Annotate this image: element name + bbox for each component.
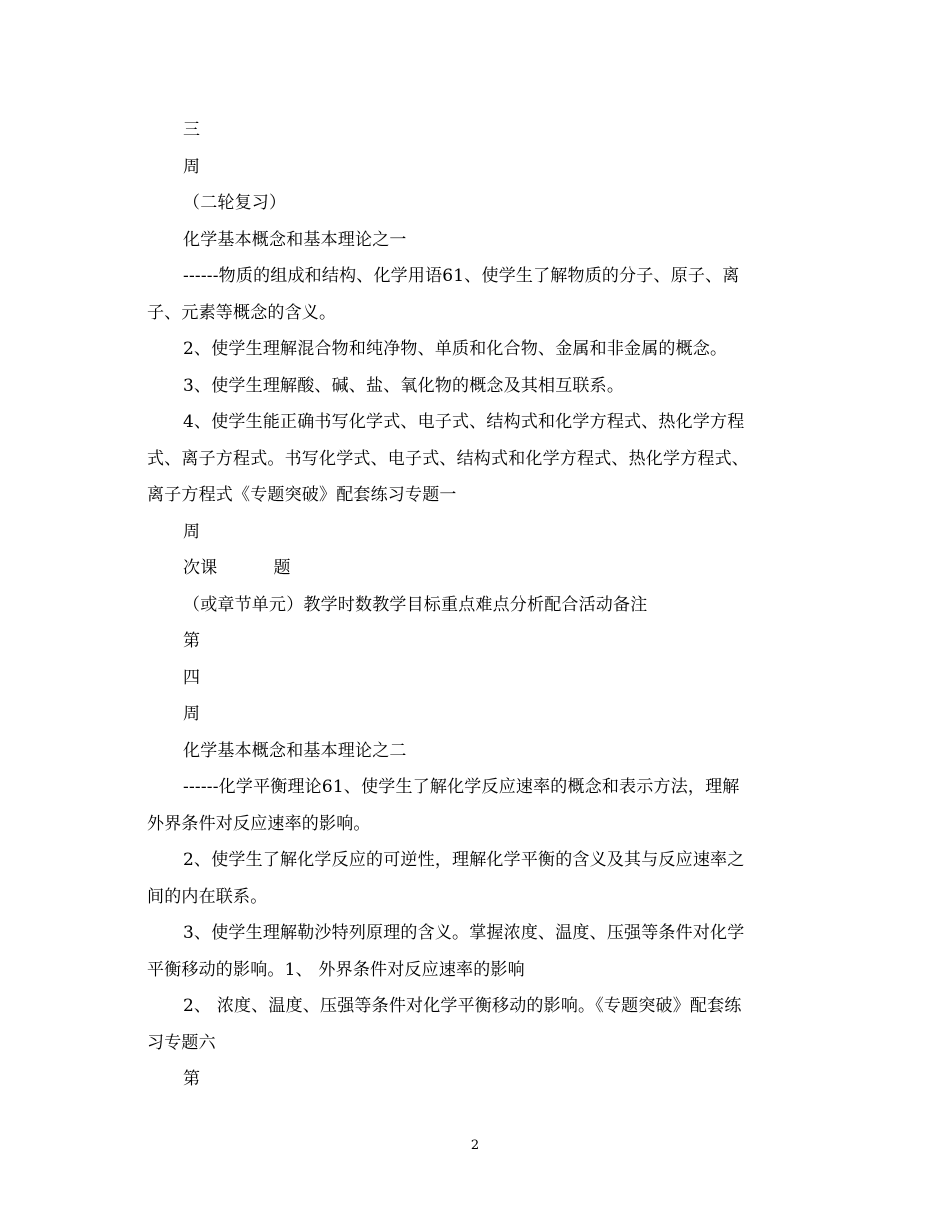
text-line: 次课 题 [183, 558, 291, 578]
text-line: 四 [183, 667, 201, 688]
text-line: 周 [183, 521, 201, 542]
text-line: 子、元素等概念的含义。 [147, 302, 337, 323]
text-line: 第 [183, 1069, 201, 1089]
text-line: ------化学平衡理论61、使学生了解化学反应速率的概念和表示方法，理解 [183, 777, 740, 797]
text-line: 第 [183, 631, 201, 651]
text-line: 周 [183, 704, 201, 724]
text-line: 离子方程式《专题突破》配套练习专题一 [147, 485, 457, 505]
page-number: 2 [470, 1138, 480, 1153]
text-line: 习专题六 [147, 1032, 216, 1053]
text-line: 2、使学生理解混合物和纯净物、单质和化合物、金属和非金属的概念。 [183, 339, 728, 359]
text-line: 平衡移动的影响。1、 外界条件对反应速率的影响 [147, 959, 525, 980]
text-line: 2、使学生了解化学反应的可逆性，理解化学平衡的含义及其与反应速率之 [183, 850, 745, 870]
text-line: 4、使学生能正确书写化学式、电子式、结构式和化学方程式、热化学方程 [183, 412, 745, 432]
text-line: 3、使学生理解勒沙特列原理的含义。掌握浓度、温度、压强等条件对化学 [183, 923, 745, 943]
document-body [147, 112, 807, 1098]
text-line: 间的内在联系。 [147, 886, 268, 907]
text-line: （或章节单元）教学时数教学目标重点难点分析配合活动备注 [183, 594, 648, 615]
text-line: 2、 浓度、温度、压强等条件对化学平衡移动的影响。《专题突破》配套练 [183, 996, 742, 1016]
text-line: ------物质的组成和结构、化学用语61、使学生了解物质的分子、原子、离 [183, 266, 740, 286]
text-line: 外界条件对反应速率的影响。 [147, 813, 371, 834]
section-heading: 化学基本概念和基本理论之二 [183, 740, 407, 761]
text-line: 三 [183, 120, 201, 140]
text-line: 3、使学生理解酸、碱、盐、氧化物的概念及其相互联系。 [183, 375, 625, 396]
section-heading: 化学基本概念和基本理论之一 [183, 229, 407, 250]
text-line: 式、离子方程式。书写化学式、电子式、结构式和化学方程式、热化学方程式、 [147, 448, 749, 469]
text-line: 周 [183, 156, 201, 177]
text-line: （二轮复习） [183, 193, 287, 213]
